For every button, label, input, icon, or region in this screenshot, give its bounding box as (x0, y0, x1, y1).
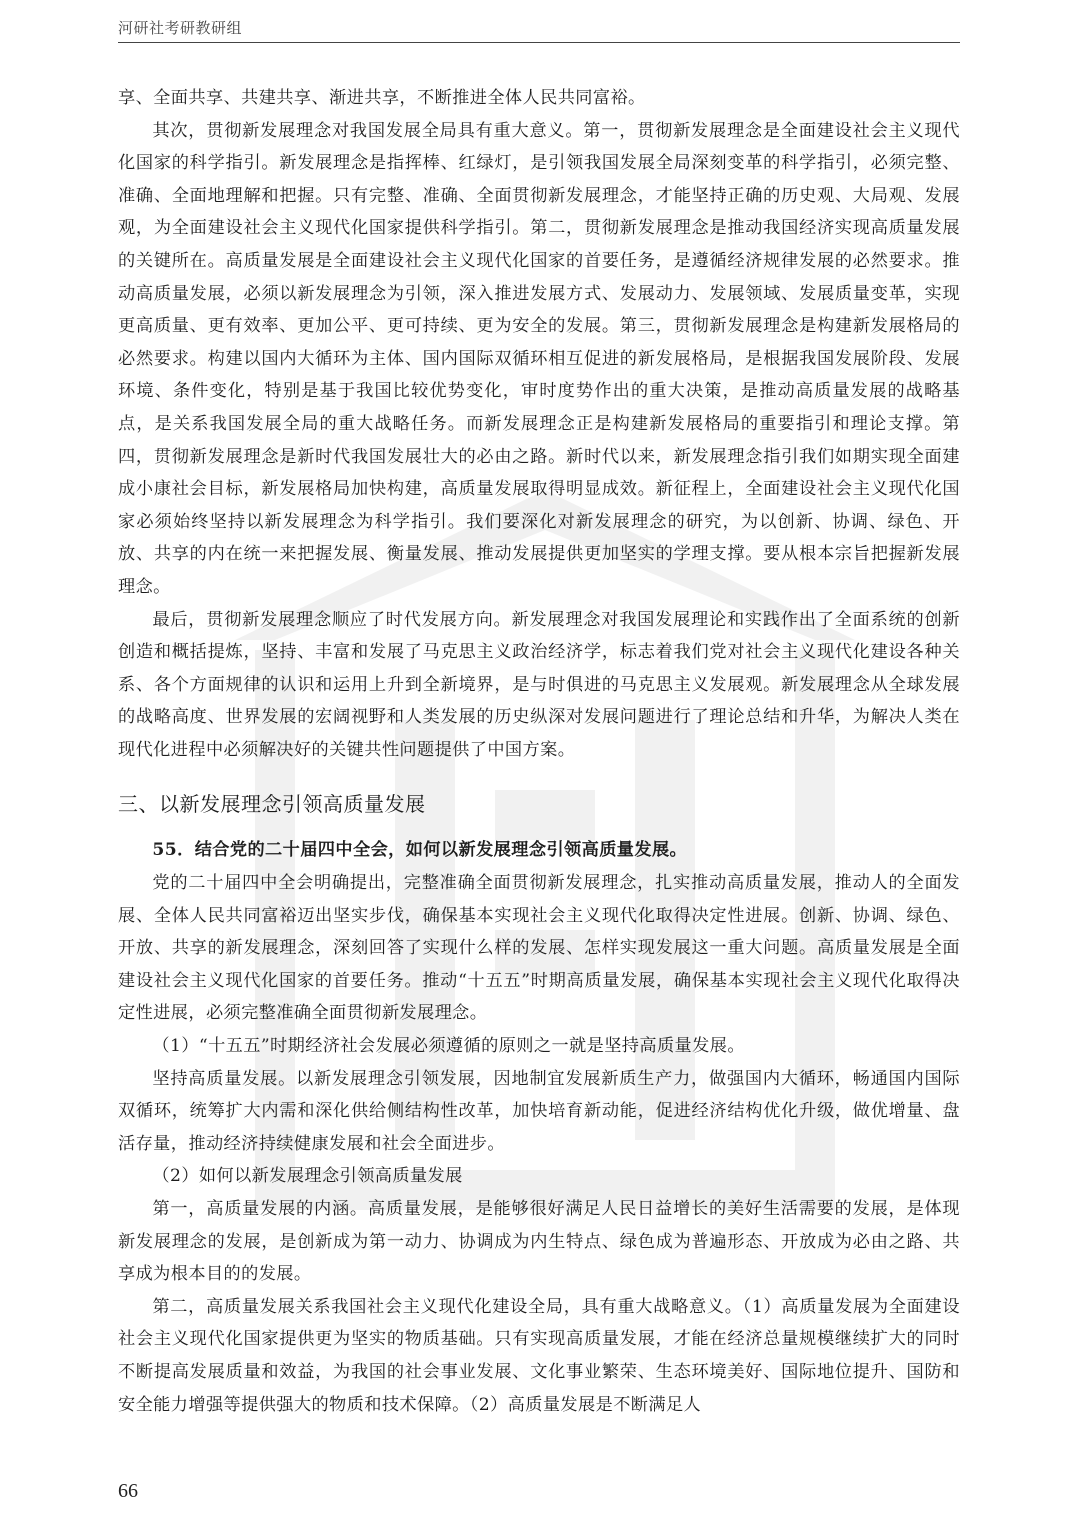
header-title: 河研社考研教研组 (118, 19, 243, 37)
subsection-1-title: （1）“十五五”时期经济社会发展必须遵循的原则之一就是坚持高质量发展。 (152, 1036, 745, 1057)
subsection-2-paragraph-2: 第二，高质量发展关系我国社会主义现代化建设全局，具有重大战略意义。（1）高质量发展为全面建设社会主义现代化国家提供更为坚实的物质基础。只有实现高质量发展，才能在经济总量规模继续扩大的同时不断提高发展质量和效益，为我国的社会事业发展、文化事业繁荣、生态环境美好、国际地位提升、国防和安全能力增强等提供强大的物质和技术保障。（2）高质量发展是不断满足人 (118, 1296, 960, 1415)
question-title: 55．结合党的二十届四中全会，如何以新发展理念引领高质量发展。 (152, 840, 688, 861)
page-header (118, 18, 960, 43)
subsection-1-body: 坚持高质量发展。以新发展理念引领发展，因地制宜发展新质生产力，做强国内大循环，畅通国内国际双循环，统筹扩大内需和深化供给侧结构性改革，加快培育新动能，促进经济结构优化升级，做优增量、盘活存量，推动经济持续健康发展和社会全面进步。 (118, 1068, 960, 1154)
document-body (118, 82, 960, 1421)
section-heading: 三、以新发展理念引领高质量发展 (118, 792, 426, 817)
page-number: 66 (118, 1480, 138, 1502)
paragraph-finally: 最后，贯彻新发展理念顺应了时代发展方向。新发展理念对我国发展理论和实践作出了全面系统的创新创造和概括提炼，坚持、丰富和发展了马克思主义政治经济学，标志着我们党对社会主义现代化建设各种关系、各个方面规律的认识和运用上升到全新境界，是与时俱进的马克思主义发展观。新发展理念从全球发展的战略高度、世界发展的宏阔视野和人类发展的历史纵深对发展问题进行了理论总结和升华，为解决人类在现代化进程中必须解决好的关键共性问题提供了中国方案。 (118, 609, 960, 760)
subsection-2-title: （2）如何以新发展理念引领高质量发展 (152, 1166, 463, 1187)
paragraph-continuation: 享、全面共享、共建共享、渐进共享，不断推进全体人民共同富裕。 (118, 88, 646, 108)
paragraph-second: 其次，贯彻新发展理念对我国发展全局具有重大意义。第一，贯彻新发展理念是全面建设社会主义现代化国家的科学指引。新发展理念是指挥棒、红绿灯，是引领我国发展全局深刻变革的科学指引，必须完整、准确、全面地理解和把握。只有完整、准确、全面贯彻新发展理念，才能坚持正确的历史观、大局观、发展观，为全面建设社会主义现代化国家提供科学指引。第二，贯彻新发展理念是推动我国经济实现高质量发展的关键所在。高质量发展是全面建设社会主义现代化国家的首要任务，是遵循经济规律发展的必然要求。推动高质量发展，必须以新发展理念为引领，深入推进发展方式、发展动力、发展领域、发展质量变革，实现更高质量、更有效率、更加公平、更可持续、更为安全的发展。第三，贯彻新发展理念是构建新发展格局的必然要求。构建以国内大循环为主体、国内国际双循环相互促进的新发展格局，是根据我国发展阶段、发展环境、条件变化，特别是基于我国比较优势变化，审时度势作出的重大决策，是推动高质量发展的战略基点，是关系我国发展全局的重大战略任务。而新发展理念正是构建新发展格局的重要指引和理论支撑。第四，贯彻新发展理念是新时代我国发展壮大的必由之路。新时代以来，新发展理念指引我们如期实现全面建成小康社会目标，新发展格局加快构建，高质量发展取得明显成效。新征程上，全面建设社会主义现代化国家必须始终坚持以新发展理念为科学指引。我们要深化对新发展理念的研究，为以创新、协调、绿色、开放、共享的内在统一来把握发展、衡量发展、推动发展提供更加坚实的学理支撑。要从根本宗旨把握新发展理念。 (118, 120, 960, 597)
subsection-2-paragraph-1: 第一，高质量发展的内涵。高质量发展，是能够很好满足人民日益增长的美好生活需要的发展，是体现新发展理念的发展，是创新成为第一动力、协调成为内生特点、绿色成为普遍形态、开放成为必由之路、共享成为根本目的的发展。 (118, 1199, 960, 1285)
answer-intro: 党的二十届四中全会明确提出，完整准确全面贯彻新发展理念，扎实推动高质量发展，推动人的全面发展、全体人民共同富裕迈出坚实步伐，确保基本实现社会主义现代化取得决定性进展。创新、协调、绿色、开放、共享的新发展理念，深刻回答了实现什么样的发展、怎样实现发展这一重大问题。高质量发展是全面建设社会主义现代化国家的首要任务。推动“十五五”时期高质量发展，确保基本实现社会主义现代化取得决定性进展，必须完整准确全面贯彻新发展理念。 (118, 873, 960, 1024)
